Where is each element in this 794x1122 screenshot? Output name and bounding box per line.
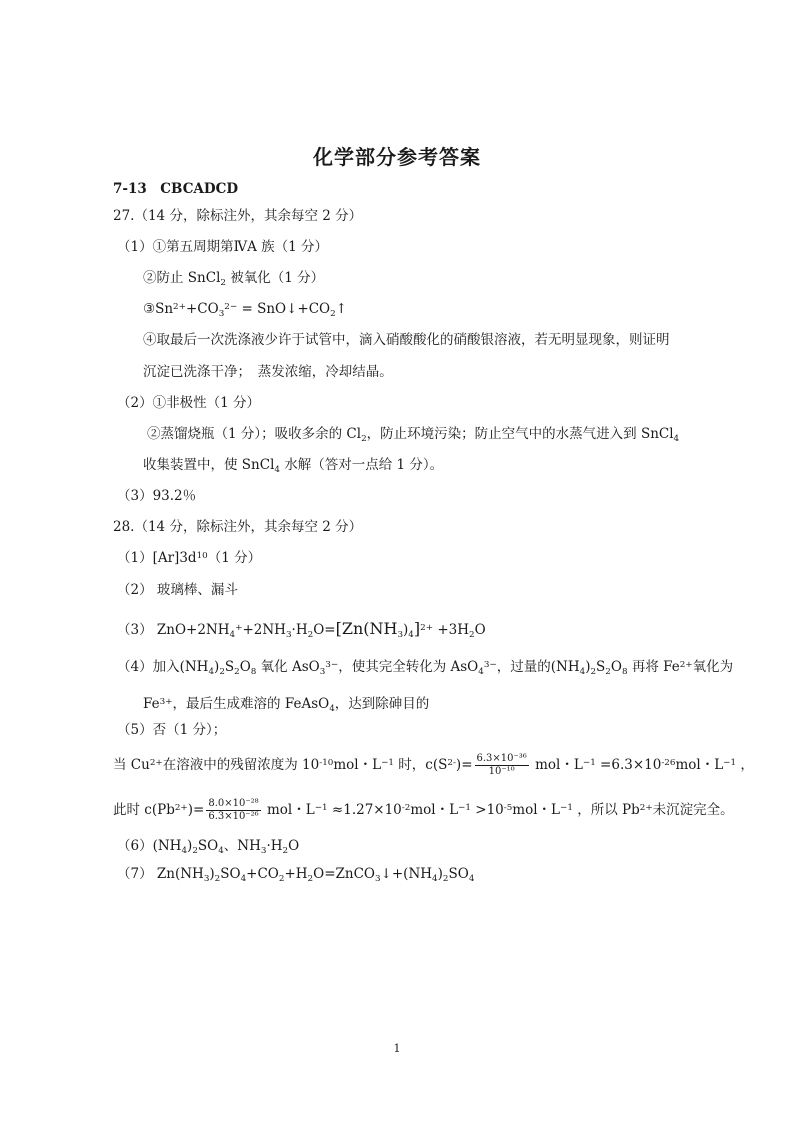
q27-part1-2: ②防止 SnCl2 被氧化（1 分） [143,270,325,288]
q28-part7: （7） Zn(NH3)2SO4+CO2+H2O=ZnCO3↓+(NH4)2SO4 [117,866,475,884]
mc-answers: 7-13 CBCADCD [113,181,239,197]
fraction-s2: $\frac{\text{6.3×10⁻³⁶}}{\text{10⁻¹⁰}}$ [476,753,527,777]
q27-part2-2: ②蒸馏烧瓶（1 分）；吸收多余的 Cl2，防止环境污染；防止空气中的水蒸气进入到 SnCl4 [147,426,680,444]
q27-part1-1: （1）①第五周期第ⅣA 族（1 分） [117,239,328,255]
q28-part4-line1: （4）加入(NH4)2S2O8 氧化 $AsO3^{3-}$，使其完全转化为 $AsO4^{3-}$，过量的(NH4)2S2O8 再将 $Fe^{2+}$氧化为 [117,659,734,677]
q27-part2-3: 收集装置中，使 SnCl4 水解（答对一点给 1 分）。 [143,457,444,475]
q28-heading: 28.（14 分，除标注外，其余每空 2 分） [113,519,363,535]
q27-part2-1: （2）①非极性（1 分） [117,395,260,411]
fraction-pb2: $\frac{\text{8.0×10⁻²⁸}}{\text{6.3×10⁻²⁶}}$ [208,798,259,822]
q27-part1-4b: 沉淀已洗涤干净； 蒸发浓缩，冷却结晶。 [143,364,393,380]
q27-part1-3: $③Sn^{2+}+CO3^{2-}$ = SnO↓+CO2↑ [143,301,348,319]
page-number: 1 [393,1042,401,1055]
q28-part2: （2） 玻璃棒、漏斗 [117,582,238,598]
q27-part1-4a: ④取最后一次洗涤液少许于试管中，滴入硝酸酸化的硝酸银溶液，若无明显现象，则证明 [143,332,670,348]
page-title: 化学部分参考答案 [313,145,481,169]
q28-part3: （3） $ZnO+2NH4^++2NH3\cdot H2O=[Zn(NH3)4]^{2+} +3H2O$ [117,619,486,640]
q28-part5: （5）否（1 分）； [117,722,227,738]
q28-part1: $(1)[Ar]3d^{10}(1$ 分） [117,550,262,566]
q28-calc-line1: 当 $Cu^{2+}$在溶液中的残留浓度为 $10^{-10}mol$・$L^{-1}$ 时，$c(S^{2-})=$ $\frac{\text{6.3×10⁻³⁶}}{\text{10⁻¹⁰}}$ mol・$L^{-1} =6.3\times 10^{-26}mol$・$L^{-1}$ ， [113,753,754,777]
q28-part4-line2: $Fe^{3+}$，最后生成难溶的 FeAsO4，达到除砷目的 [143,696,430,714]
q28-calc-line2: 此时 $c(Pb^{2+})=$ $\frac{\text{8.0×10⁻²⁸}}{\text{6.3×10⁻²⁶}}$ mol・$L^{-1} \approx 1.27\times 10^{-2}mol$・$L^{-1} >10^{-5}mol$・$L^{-1}$ ，所以 $Pb^{2+}$未沉淀完全。 [113,798,734,822]
q27-heading: 27.（14 分，除标注外，其余每空 2 分） [113,208,363,224]
q27-part3: （3）93.2％ [117,488,197,504]
q28-part6: （6）(NH4)2SO4、NH3·H2O [117,838,300,856]
